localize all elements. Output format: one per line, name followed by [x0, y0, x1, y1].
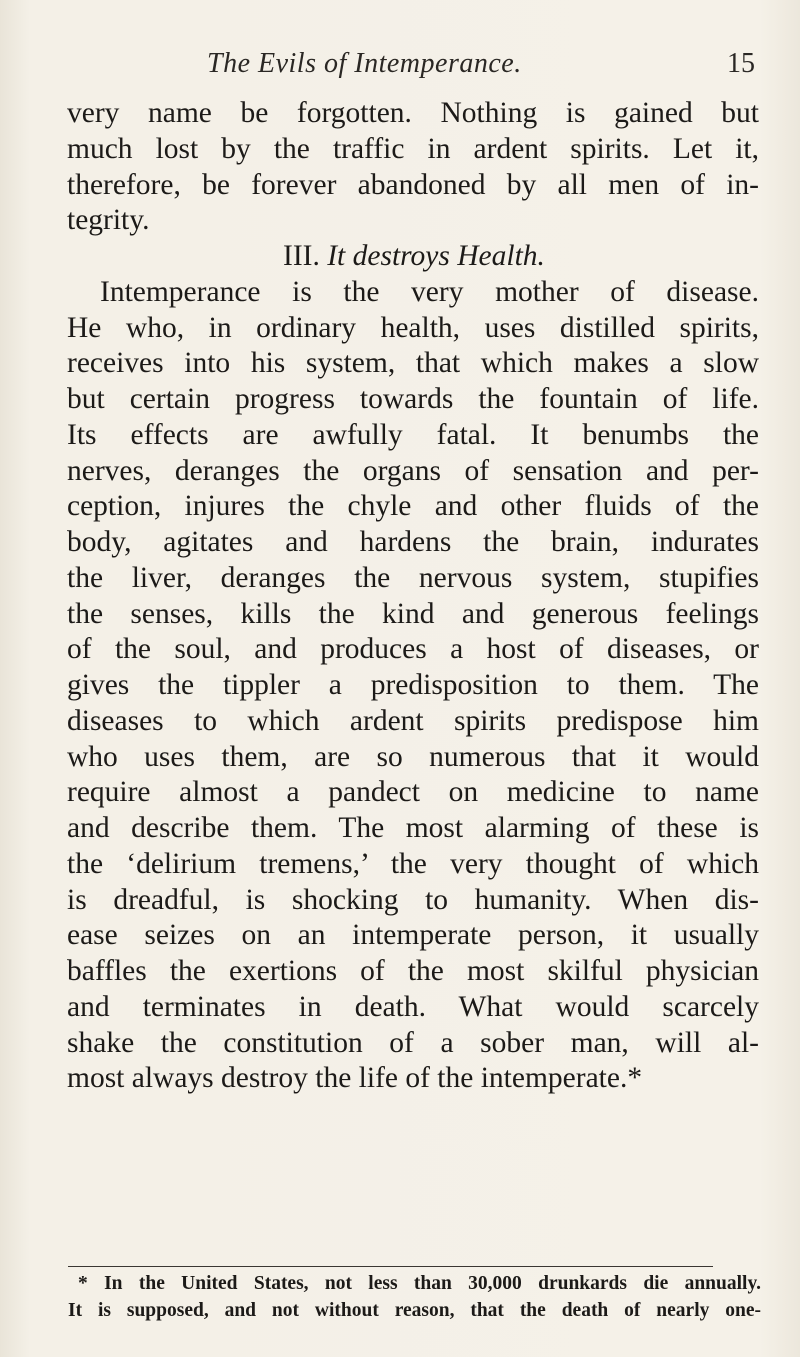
text-line: and describe them. The most alarming of these is [67, 812, 759, 844]
section-numeral: III. [283, 240, 320, 272]
text-line: but certain progress towards the fountain of life. [67, 383, 759, 415]
running-title: The Evils of Intemperance. [207, 48, 522, 79]
text-line: the ‘delirium tremens,’ the very thought of which [67, 847, 759, 880]
footnote-line: It is supposed, and not without reason, that the death of nearly one- [68, 1300, 761, 1321]
text-line: Its effects are awfully fatal. It benumbs the [67, 418, 759, 451]
footnote-divider [68, 1266, 713, 1267]
body-text [67, 96, 759, 1097]
text-line: and terminates in death. What would scarcely [67, 990, 759, 1023]
paragraph-continued [67, 96, 759, 239]
text-line: much lost by the traffic in ardent spirits. Let it, [67, 132, 759, 165]
text-line: therefore, be forever abandoned by all men of in- [67, 168, 759, 201]
page-header [0, 48, 800, 88]
text-line: of the soul, and produces a host of diseases, or [67, 633, 759, 666]
text-line: Intemperance is the very mother of disease. [100, 275, 759, 308]
text-line: the senses, kills the kind and generous feelings [67, 597, 759, 630]
text-line: body, agitates and hardens the brain, indurates [67, 526, 759, 558]
text-line: is dreadful, is shocking to humanity. When dis- [67, 883, 759, 916]
footnote-line: * In the United States, not less than 30,000 drunkards die annually. [78, 1273, 761, 1294]
text-line: ease seizes on an intemperate person, it usually [67, 919, 759, 952]
text-line: very name be forgotten. Nothing is gained but [67, 97, 759, 129]
text-line: shake the constitution of a sober man, will al- [67, 1026, 759, 1059]
text-line: receives into his system, that which makes a slow [67, 347, 759, 380]
text-line: who uses them, are so numerous that it would [67, 740, 759, 773]
footnotes [68, 1270, 761, 1324]
text-line: the liver, deranges the nervous system, stupifies [67, 561, 759, 594]
text-line: gives the tippler a predisposition to them. The [67, 669, 759, 701]
text-line: diseases to which ardent spirits predispose him [67, 704, 759, 737]
text-line: tegrity. [67, 204, 150, 237]
text-line: require almost a pandect on medicine to name [67, 776, 759, 809]
text-line: He who, in ordinary health, uses distilled spirits, [67, 311, 759, 344]
text-line: nerves, deranges the organs of sensation and per- [67, 454, 759, 487]
section-title: It destroys Health. [327, 240, 545, 272]
page-number: 15 [727, 48, 755, 79]
text-line: baffles the exertions of the most skilful physician [67, 955, 759, 987]
text-line: ception, injures the chyle and other fluids of the [67, 490, 759, 523]
section-heading [67, 239, 759, 275]
text-line: most always destroy the life of the intemperate.* [67, 1062, 643, 1095]
paragraph-health [67, 275, 759, 1097]
